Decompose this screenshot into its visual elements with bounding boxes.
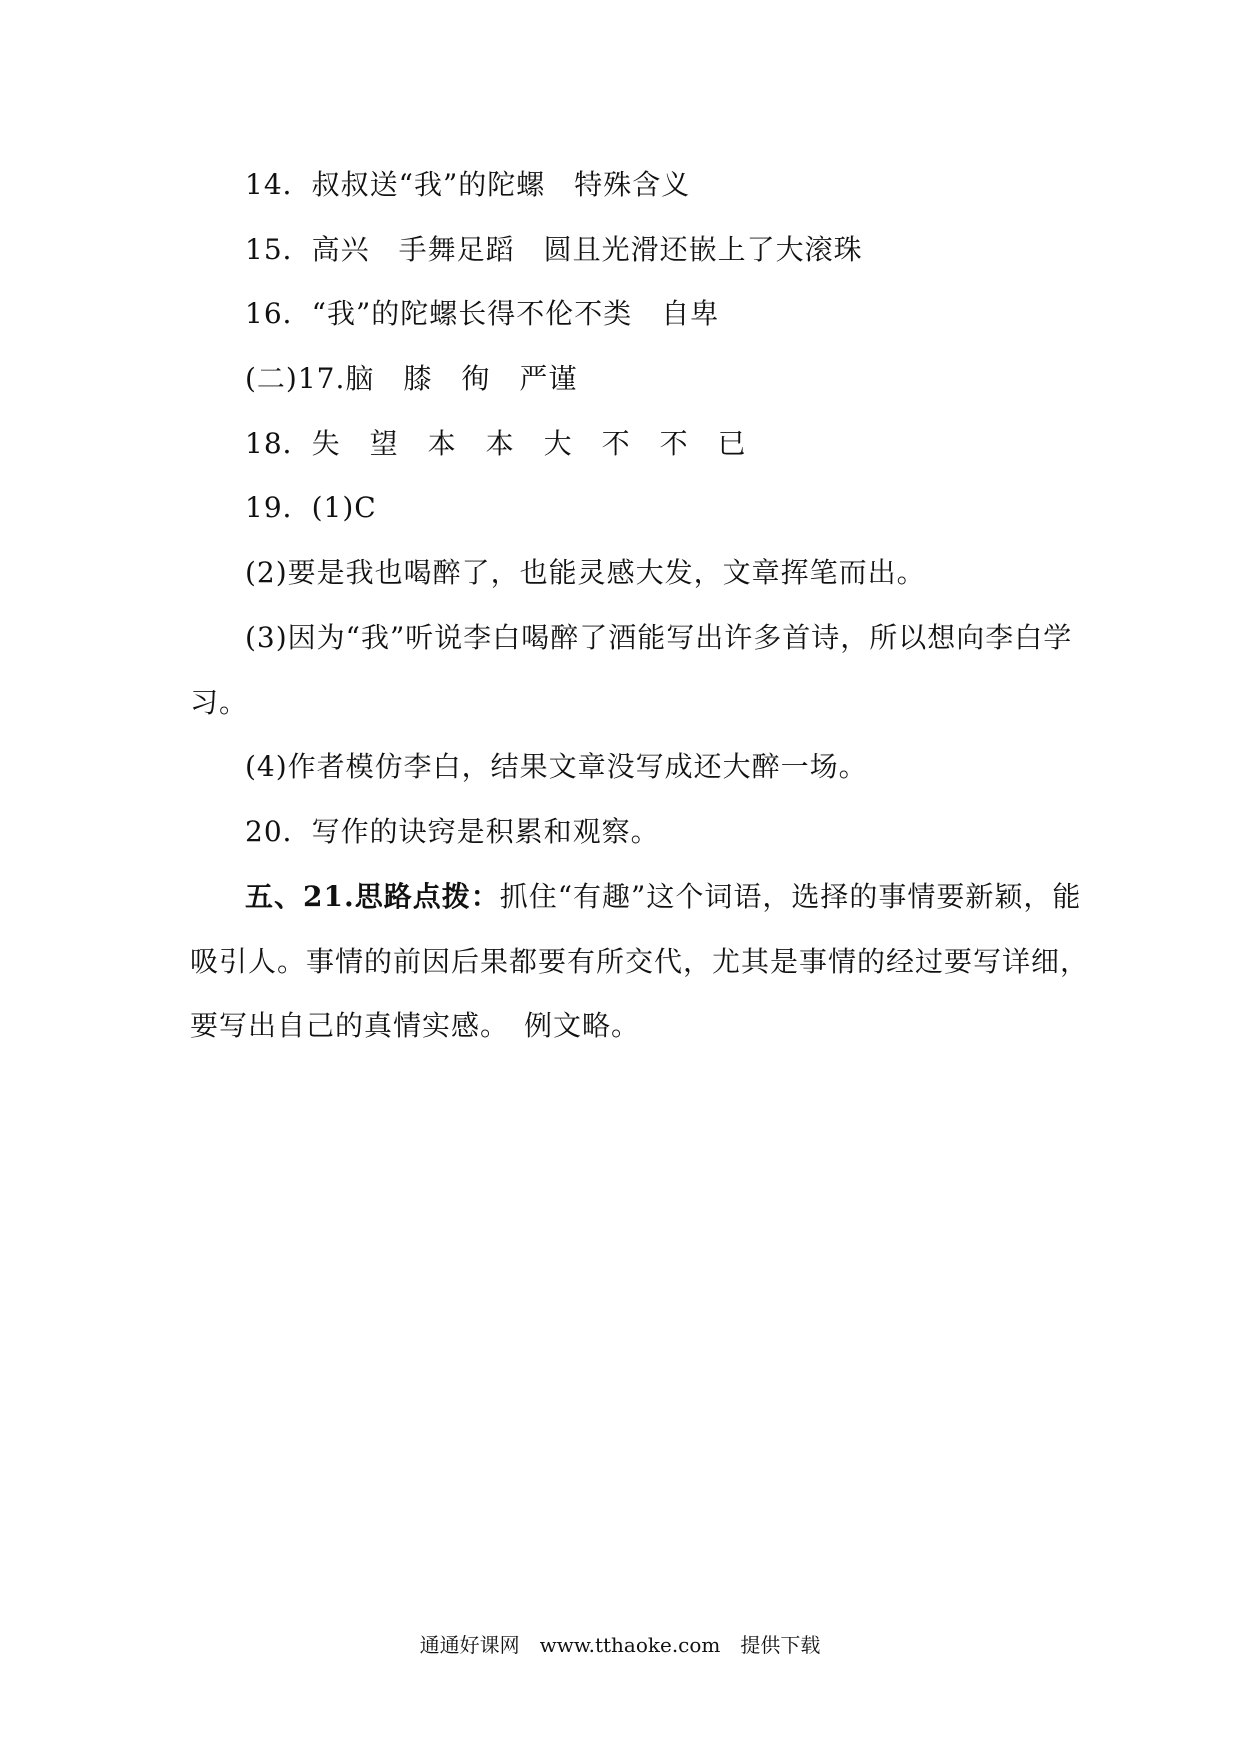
answer-17: (二)17.脑 膝 徇 严谨 [245,362,578,395]
answer-21-line3: 要写出自己的真情实感。 例文略。 [190,1009,641,1042]
answer-19-label: 19．(1)C [245,491,377,524]
answer-21-line1 [245,877,1081,917]
answer-20: 20．写作的诀窍是积累和观察。 [245,815,660,848]
answer-21-text: 抓住“有趣”这个词语，选择的事情要新颖，能 [499,880,1082,913]
answer-14: 14．叔叔送“我”的陀螺 特殊含义 [245,168,691,201]
page-footer: 通通好课网 www.tthaoke.com 提供下载 [419,1633,821,1657]
answer-16: 16．“我”的陀螺长得不伦不类 自卑 [245,297,720,330]
answer-21-line2: 吸引人。事情的前因后果都要有所交代，尤其是事情的经过要写详细， [190,945,1090,978]
answer-19-3-line1: (3)因为“我”听说李白喝醉了酒能写出许多首诗，所以想向李白学 [245,621,1073,654]
answer-19-3-line2: 习。 [190,686,249,719]
answer-21-prefix: 五、21.思路点拨： [245,880,500,913]
answer-15: 15．高兴 手舞足蹈 圆且光滑还嵌上了大滚珠 [245,233,863,266]
answer-19-2: (2)要是我也喝醉了，也能灵感大发，文章挥笔而出。 [245,556,926,589]
answer-19-4: (4)作者模仿李白，结果文章没写成还大醉一场。 [245,750,868,783]
answer-18: 18．失 望 本 本 大 不 不 已 [245,427,747,460]
